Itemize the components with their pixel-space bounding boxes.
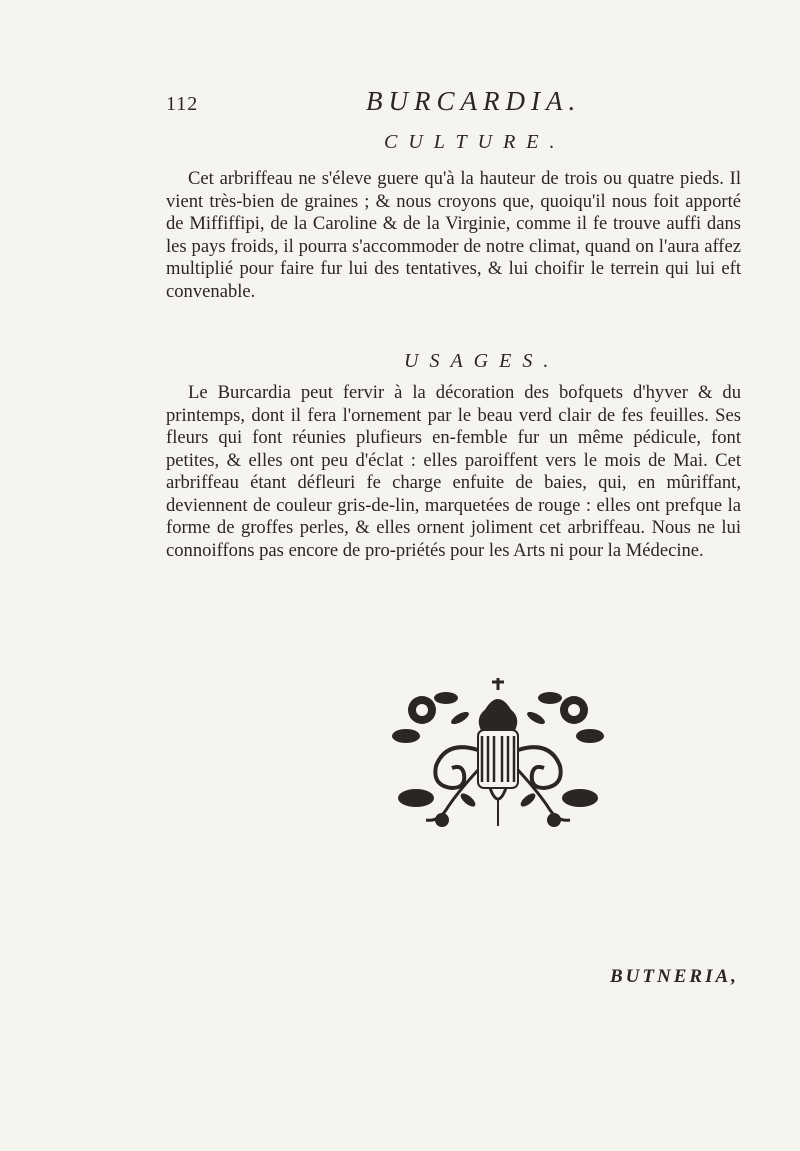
section-heading-usages: USAGES. — [404, 350, 560, 372]
paragraph-culture: Cet arbriffeau ne s'éleve guere qu'à la hauteur de trois ou quatre pieds. Il vient très-bien de graines ; & nous croyons que, quoiqu'il nous foit apporté de Miffiffipi, de la Caroline & de la Virginie, comme il fe trouve auffi dans les pays froids, il pourra s'accommoder de notre climat, quand on l'aura affez multiplié pour faire fur lui des tentatives, & lui choifir le terrein qui lui eft convenable. — [166, 168, 741, 302]
page-number: 112 — [166, 93, 199, 115]
catchword: BUTNERIA, — [610, 966, 739, 987]
section-heading-culture: CULTURE. — [384, 131, 566, 153]
paragraph-usages: Le Burcardia peut fervir à la décoration des bofquets d'hyver & du printemps, dont il fera l'ornement par le beau verd clair de fes feuilles. Ses fleurs qui font réunies plufieurs en-femble fur un même pédicule, font petites, & elles ont peu d'éclat : elles paroiffent vers le mois de Mai. Cet arbriffeau étant défleuri fe charge enfuite de baies, qui, en mûriffant, deviennent de couleur gris-de-lin, marquetées de rouge : elles ont prefque la forme de groffes perles, & elles ornent joliment cet arbriffeau. Nous ne lui connoiffons pas encore de pro-priétés pour les Arts ni pour la Médecine. — [166, 382, 741, 561]
running-head: BURCARDIA. — [366, 86, 582, 116]
floral-vignette-icon — [386, 670, 610, 830]
